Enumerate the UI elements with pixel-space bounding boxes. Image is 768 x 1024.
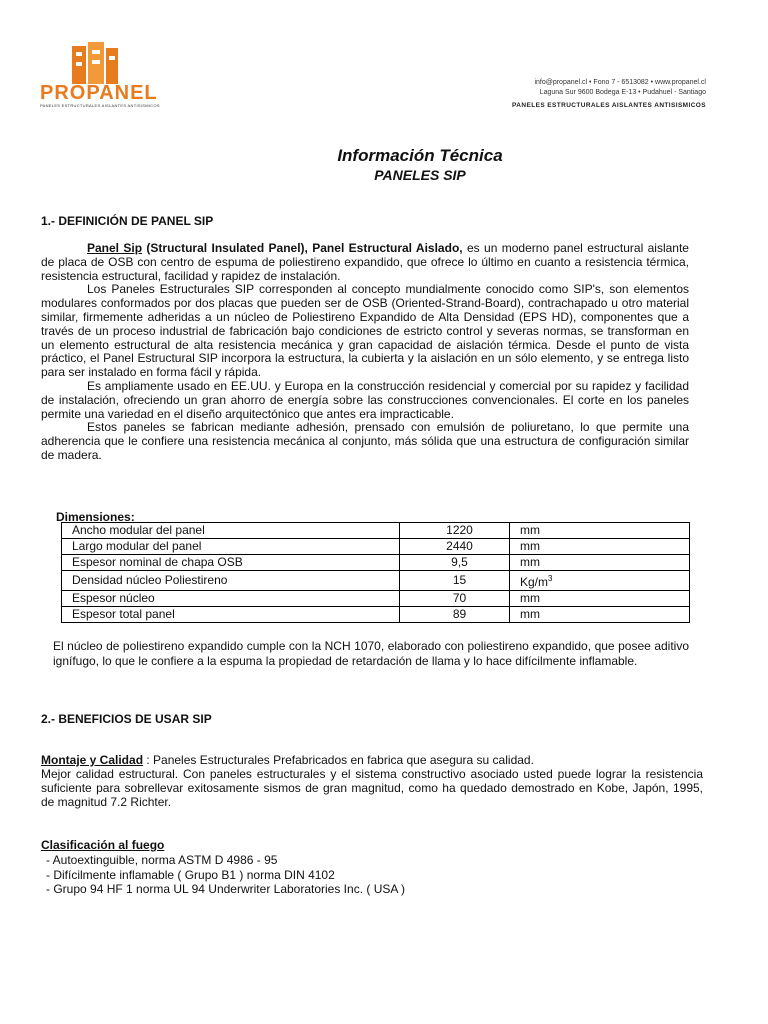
dimension-unit-cell: [510, 555, 690, 571]
dimension-name: Ancho modular del panel: [62, 523, 400, 539]
dimension-unit: mm: [520, 591, 540, 605]
table-row: [62, 571, 690, 591]
dimensions-table: [61, 522, 690, 623]
section2-heading: 2.- BENEFICIOS DE USAR SIP: [41, 712, 212, 726]
paragraph-1: [41, 242, 689, 283]
dimension-unit-superscript: 3: [548, 574, 553, 583]
dimension-unit: mm: [520, 523, 540, 537]
table-row: [62, 607, 690, 623]
dimension-value: 1220: [400, 523, 510, 539]
table-row: [62, 539, 690, 555]
dimension-unit-cell: [510, 571, 690, 591]
dimension-name: Densidad núcleo Poliestireno: [62, 571, 400, 591]
contact-line1: info@propanel.cl • Fono 7 - 6513082 • www.propanel.cl: [534, 79, 706, 86]
paragraph-3: Es ampliamente usado en EE.UU. y Europa en la construcción residencial y comercial por su rapidez y facilidad de instalación, ofreciendo un gran ahorro de energía sobre las construcciones convencionales. El corte en los paneles permite una variedad en el diseño arquitectónico que antes era impracticable.: [41, 378, 689, 421]
dimension-unit-cell: [510, 591, 690, 607]
dimension-value: 70: [400, 591, 510, 607]
fire-classification-list: [46, 853, 405, 897]
polystyrene-note: El núcleo de poliestireno expandido cumple con la NCH 1070, elaborado con poliestireno expandido, que posee aditivo ignífugo, lo que le confiere a la espuma la propiedad de retardación de llama y lo hace difícilmente inflamable.: [53, 639, 689, 668]
contact-block: [512, 78, 706, 111]
section1-body: [41, 242, 689, 463]
panel-sip-definition-bold: (Structural Insulated Panel), Panel Estructural Aislado,: [142, 241, 463, 255]
dimension-name: Espesor núcleo: [62, 591, 400, 607]
list-item: - Autoextinguible, norma ASTM D 4986 - 95: [46, 853, 278, 867]
dimension-unit-cell: [510, 607, 690, 623]
dimension-unit-cell: [510, 523, 690, 539]
montaje-lead: Montaje y Calidad: [41, 753, 144, 767]
list-item: - Grupo 94 HF 1 norma UL 94 Underwriter Laboratories Inc. ( USA ): [46, 882, 406, 896]
table-row: [62, 523, 690, 539]
dimension-value: 9,5: [400, 555, 510, 571]
dimension-unit: mm: [520, 555, 540, 569]
montaje-line: [41, 753, 703, 767]
contact-tag: PANELES ESTRUCTURALES AISLANTES ANTISISMICOS: [512, 102, 706, 109]
page-subtitle: PANELES SIP: [374, 167, 466, 183]
contact-line2: Laguna Sur 9600 Bodega E-13 • Pudahuel - Santiago: [539, 89, 706, 96]
section1-heading: 1.- DEFINICIÓN DE PANEL SIP: [41, 214, 214, 228]
logo-wordmark: PROPANEL: [40, 82, 158, 104]
list-item: - Difícilmente inflamable ( Grupo B1 ) norma DIN 4102: [46, 867, 335, 882]
page-title: Información Técnica: [337, 146, 503, 165]
dimensions-label: Dimensiones:: [56, 510, 135, 524]
panel-sip-definition-text: es un moderno panel estructural aislante de placa de OSB con centro de espuma de poliestireno expandido, que ofrece lo último en cuanto a resistencia térmica, resistencia estructural, facilidad y rapidez de instalación.: [41, 241, 689, 283]
dimension-unit: mm: [520, 607, 540, 621]
dimension-value: 2440: [400, 539, 510, 555]
dimension-unit: Kg/m: [520, 575, 549, 589]
paragraph-2: Los Paneles Estructurales SIP corresponden al concepto mundialmente conocido como SIP's, son elementos modulares conformados por dos placas que pueden ser de OSB (Oriented-Strand-Board), contrachapado u otro material similar, firmemente adheridas a un núcleo de Poliestireno Expandido de Alta Densidad (EPS HD), componentes que a través de un proceso industrial de fabricación bajo condiciones de estricto control y severas normas, se transforman en un elemento estructural de alta resistencia mecánica y gran capacidad de aislación térmica. Desde el punto de vista práctico, el Panel Estructural SIP incorpora la estructura, la cubierta y la aislación en un sólo elemento, y se entrega listo para ser instalado en forma fácil y rápida.: [41, 282, 689, 380]
dimension-name: Largo modular del panel: [62, 539, 400, 555]
table-row: [62, 591, 690, 607]
dimension-value: 15: [400, 571, 510, 591]
fire-classification-title: Clasificación al fuego: [41, 838, 165, 852]
panel-sip-term: Panel Sip: [87, 241, 143, 255]
logo-tagline: PANELES ESTRUCTURALES AISLANTES ANTISISMICOS: [40, 103, 160, 108]
paragraph-4: Estos paneles se fabrican mediante adhesión, prensado con emulsión de poliuretano, lo que permite una adherencia que le confiere una resistencia mecánica al conjunto, más sólida que una estructura de configuración similar de madera.: [41, 420, 689, 462]
dimension-unit: mm: [520, 539, 540, 553]
dimension-unit-cell: [510, 539, 690, 555]
table-row: [62, 555, 690, 571]
montaje-paragraph: Mejor calidad estructural. Con paneles estructurales y el sistema constructivo asociado usted puede lograr la resistencia suficiente para sobrellevar exitosamente sismos de gran magnitud, como ha quedado demostrado en Kobe, Japón, 1995, de magnitud 7.2 Richter.: [41, 767, 703, 809]
dimension-name: Espesor nominal de chapa OSB: [62, 555, 400, 571]
dimension-name: Espesor total panel: [62, 607, 400, 623]
montaje-rest: : Paneles Estructurales Prefabricados en fabrica que asegura su calidad.: [143, 753, 534, 767]
dimension-value: 89: [400, 607, 510, 623]
montaje-block: [41, 753, 703, 809]
